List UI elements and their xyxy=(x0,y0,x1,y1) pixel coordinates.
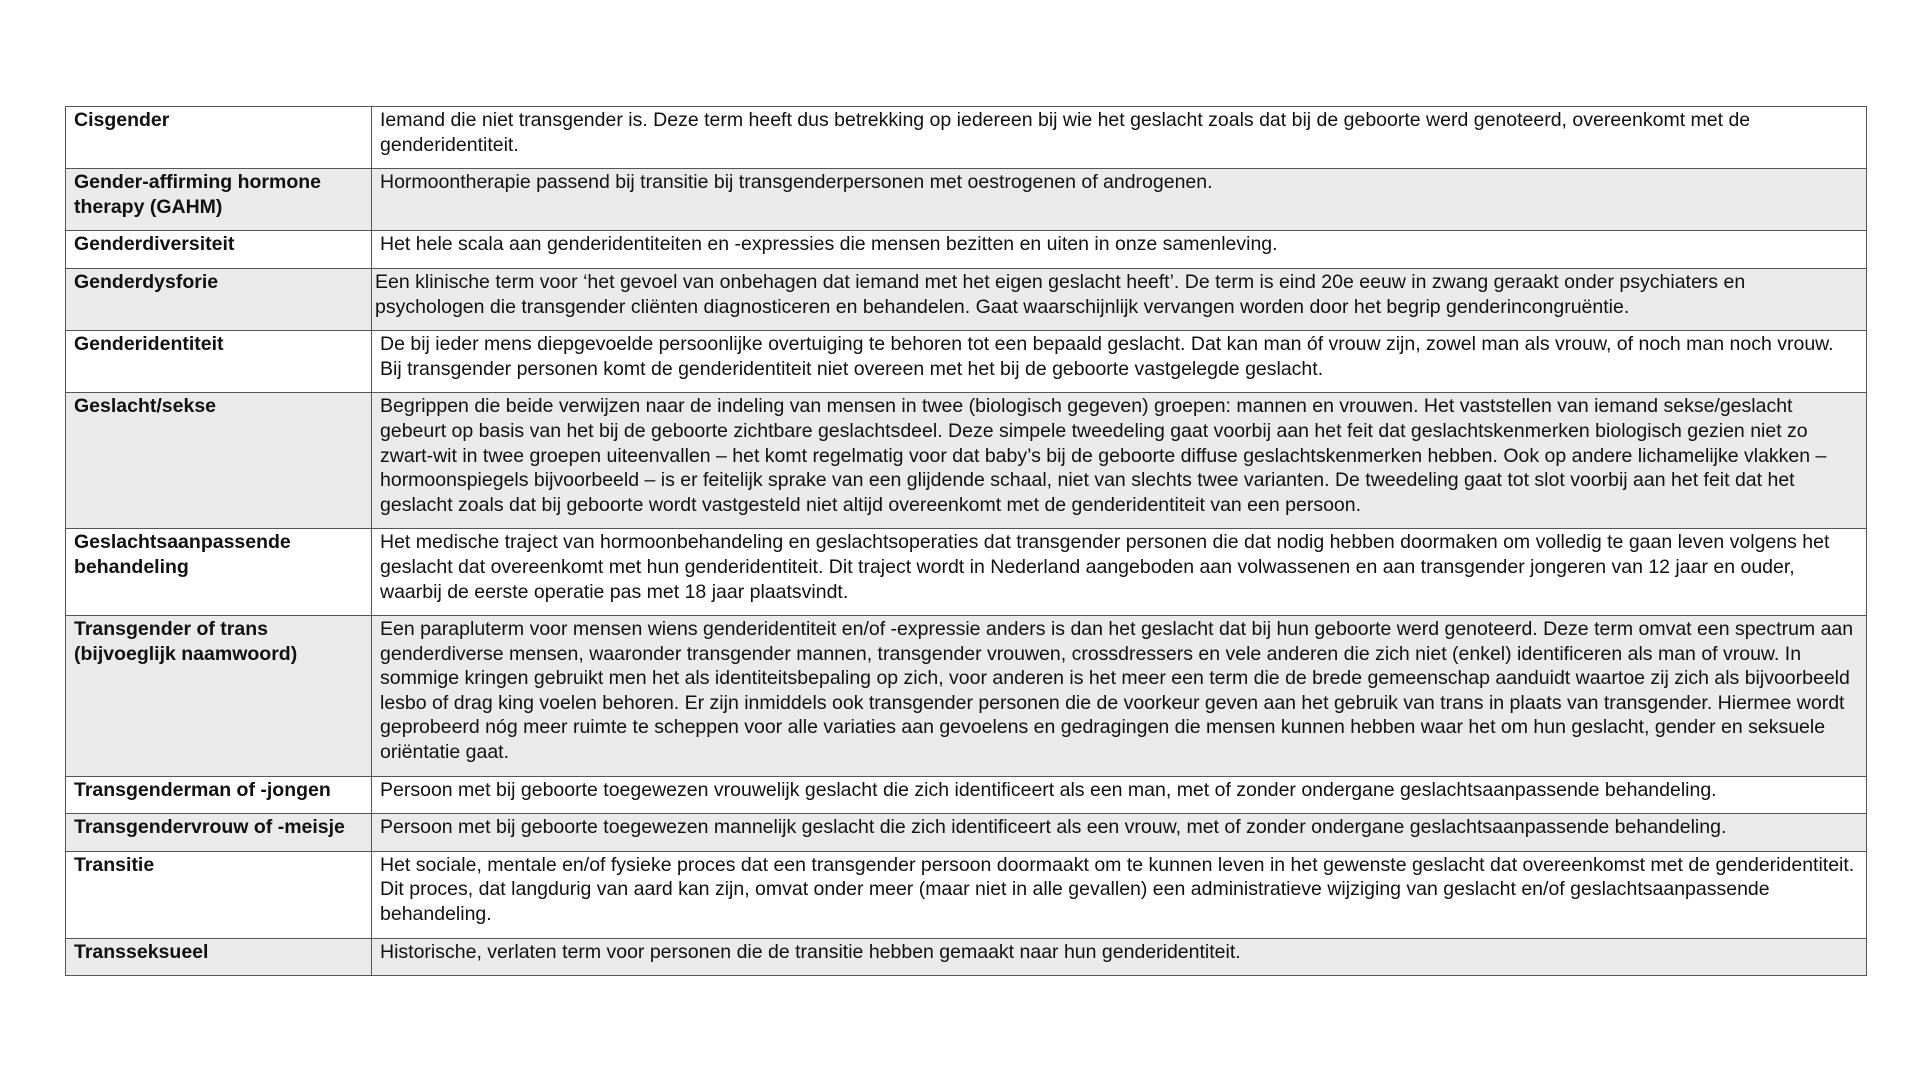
table-row xyxy=(66,331,1867,393)
definition-cell: Persoon met bij geboorte toegewezen vrouwelijk geslacht die zich identificeert als een man, met of zonder ondergane geslachtsaanpassende behandeling. xyxy=(372,776,1867,814)
table-row xyxy=(66,814,1867,852)
table-row xyxy=(66,851,1867,938)
term-cell: Geslacht/sekse xyxy=(66,393,372,529)
definition-cell: Iemand die niet transgender is. Deze term heeft dus betrekking op iedereen bij wie het geslacht zoals dat bij de geboorte werd genoteerd, overeenkomt met de genderidentiteit. xyxy=(372,107,1867,169)
definition-cell: Begrippen die beide verwijzen naar de indeling van mensen in twee (biologisch gegeven) groepen: mannen en vrouwen. Het vaststellen van iemand sekse/geslacht gebeurt op basis van het bij de geboorte zichtbare geslachtsdeel. Deze simpele tweedeling gaat voorbij aan het feit dat geslachtskenmerken biologisch gezien niet zo zwart-wit in twee groepen uiteenvallen – het komt regelmatig voor dat baby’s bij de geboorte diffuse geslachtskenmerken hebben. Ook op andere lichamelijke vlakken – hormoonspiegels bijvoorbeeld – is er feitelijk sprake van een glijdende schaal, niet van slechts twee varianten. De tweedeling gaat tot slot voorbij aan het feit dat het geslacht zoals dat bij geboorte wordt vastgesteld niet altijd overeenkomt met de genderidentiteit van een persoon. xyxy=(372,393,1867,529)
definition-cell: Een parapluterm voor mensen wiens genderidentiteit en/of -expressie anders is dan het geslacht dat bij hun geboorte werd genoteerd. Deze term omvat een spectrum aan genderdiverse mensen, waaronder transgender mannen, transgender vrouwen, crossdressers en vele anderen die zich niet (enkel) identificeren als man of vrouw. In sommige kringen gebruikt men het als identiteitsbepaling op zich, voor anderen is het meer een term die de brede gemeenschap aanduidt waartoe zij zich als bijvoorbeeld lesbo of drag king voelen behoren. Er zijn inmiddels ook transgender personen die de voorkeur geven aan het gebruik van trans in plaats van transgender. Hiermee wordt geprobeerd nóg meer ruimte te scheppen voor alle variaties aan gevoelens en gedragingen die mensen kunnen hebben waar het om hun geslacht, gender en seksuele oriëntatie gaat. xyxy=(372,616,1867,777)
table-row xyxy=(66,107,1867,169)
term-cell: Transgendervrouw of -meisje xyxy=(66,814,372,852)
definition-cell: Het hele scala aan genderidentiteiten en -expressies die mensen bezitten en uiten in onze samenleving. xyxy=(372,231,1867,269)
table-row xyxy=(66,776,1867,814)
table-row xyxy=(66,169,1867,231)
term-cell: Geslachtsaanpassende behandeling xyxy=(66,529,372,616)
table-row xyxy=(66,393,1867,529)
term-cell: Transseksueel xyxy=(66,938,372,976)
term-cell: Genderidentiteit xyxy=(66,331,372,393)
definition-cell: De bij ieder mens diepgevoelde persoonlijke overtuiging te behoren tot een bepaald geslacht. Dat kan man óf vrouw zijn, zowel man als vrouw, of noch man noch vrouw. Bij transgender personen komt de genderidentiteit niet overeen met het bij de geboorte vastgelegde geslacht. xyxy=(372,331,1867,393)
definition-cell: Het sociale, mentale en/of fysieke proces dat een transgender persoon doormaakt om te kunnen leven in het gewenste geslacht dat overeenkomst met de genderidentiteit. Dit proces, dat langdurig van aard kan zijn, omvat onder meer (maar niet in alle gevallen) een administratieve wijziging van geslacht en/of geslachtsaanpassende behandeling. xyxy=(372,851,1867,938)
table-row xyxy=(66,616,1867,777)
table-row xyxy=(66,938,1867,976)
glossary-table xyxy=(65,106,1867,976)
glossary-body xyxy=(66,107,1867,976)
term-cell: Transgender of trans (bijvoeglijk naamwoord) xyxy=(66,616,372,777)
table-row xyxy=(66,268,1867,330)
definition-cell: Historische, verlaten term voor personen die de transitie hebben gemaakt naar hun genderidentiteit. xyxy=(372,938,1867,976)
definition-cell: Persoon met bij geboorte toegewezen mannelijk geslacht die zich identificeert als een vrouw, met of zonder ondergane geslachtsaanpassende behandeling. xyxy=(372,814,1867,852)
table-row xyxy=(66,231,1867,269)
term-cell: Genderdysforie xyxy=(66,268,372,330)
definition-cell: Het medische traject van hormoonbehandeling en geslachtsoperaties dat transgender personen die dat nodig hebben doormaken om volledig te gaan leven volgens het geslacht dat overeenkomt met hun genderidentiteit. Dit traject wordt in Nederland aangeboden aan volwassenen en aan transgender jongeren van 12 jaar en ouder, waarbij de eerste operatie pas met 18 jaar plaatsvindt. xyxy=(372,529,1867,616)
term-cell: Genderdiversiteit xyxy=(66,231,372,269)
term-cell: Gender-affirming hormone therapy (GAHM) xyxy=(66,169,372,231)
term-cell: Transitie xyxy=(66,851,372,938)
table-row xyxy=(66,529,1867,616)
definition-cell: Hormoontherapie passend bij transitie bij transgenderpersonen met oestrogenen of androgenen. xyxy=(372,169,1867,231)
term-cell: Cisgender xyxy=(66,107,372,169)
term-cell: Transgenderman of -jongen xyxy=(66,776,372,814)
definition-cell: Een klinische term voor ‘het gevoel van onbehagen dat iemand met het eigen geslacht heeft’. De term is eind 20e eeuw in zwang geraakt onder psychiaters en psychologen die transgender cliënten diagnosticeren en behandelen. Gaat waarschijnlijk vervangen worden door het begrip genderincongruëntie. xyxy=(372,268,1867,330)
